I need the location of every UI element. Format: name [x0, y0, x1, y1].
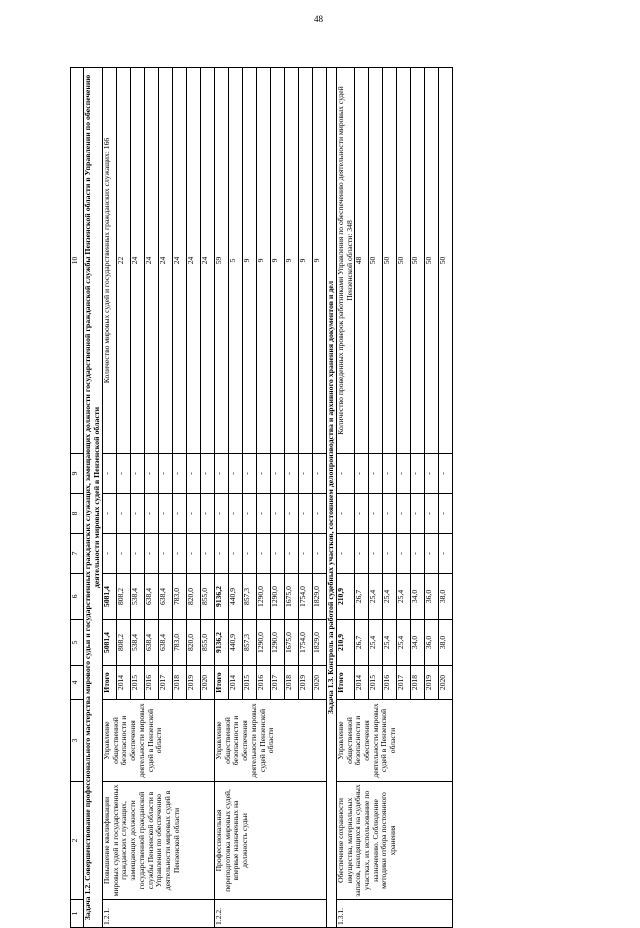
- value-cell: 25,4: [369, 620, 383, 666]
- value-cell: -: [298, 534, 312, 574]
- value-cell: -: [256, 494, 270, 534]
- value-cell: -: [298, 494, 312, 534]
- value-cell: 638,4: [144, 574, 158, 620]
- value-cell: -: [383, 534, 397, 574]
- value-cell: 210,9: [336, 620, 354, 666]
- value-cell: 26,7: [355, 620, 369, 666]
- value-cell: -: [270, 494, 284, 534]
- value-cell: -: [397, 494, 411, 534]
- value-cell: -: [336, 454, 354, 494]
- value-cell: 1829,0: [312, 574, 326, 620]
- col-num: 10: [71, 68, 84, 454]
- year-cell: 2017: [270, 666, 284, 700]
- indicator-cell: 24: [200, 68, 214, 454]
- value-cell: 1675,0: [284, 620, 298, 666]
- program-table: [70, 67, 453, 928]
- value-cell: -: [242, 534, 256, 574]
- table-body: [84, 68, 453, 928]
- value-cell: -: [144, 494, 158, 534]
- year-cell: Итого: [102, 666, 116, 700]
- value-cell: -: [228, 534, 242, 574]
- column-number-row: [71, 68, 84, 928]
- col-num: 1: [71, 900, 84, 928]
- value-cell: 210,9: [336, 574, 354, 620]
- value-cell: -: [130, 494, 144, 534]
- table-row: [336, 68, 354, 928]
- value-cell: -: [439, 534, 453, 574]
- indicator-cell: 5: [228, 68, 242, 454]
- year-cell: 2019: [298, 666, 312, 700]
- row-code: 1.2.1.: [102, 900, 214, 928]
- value-cell: -: [158, 454, 172, 494]
- value-cell: -: [439, 494, 453, 534]
- indicator-cell: 24: [144, 68, 158, 454]
- indicator-cell: 22: [116, 68, 130, 454]
- value-cell: 538,4: [130, 574, 144, 620]
- indicator-cell: 24: [186, 68, 200, 454]
- year-cell: 2019: [425, 666, 439, 700]
- value-cell: 5081,4: [102, 574, 116, 620]
- table-row: [102, 68, 116, 928]
- value-cell: -: [397, 454, 411, 494]
- year-cell: 2018: [411, 666, 425, 700]
- value-cell: 34,0: [411, 620, 425, 666]
- value-cell: 783,0: [172, 620, 186, 666]
- value-cell: -: [172, 454, 186, 494]
- value-cell: 1290,0: [270, 620, 284, 666]
- value-cell: -: [369, 454, 383, 494]
- value-cell: 638,4: [158, 620, 172, 666]
- value-cell: 808,2: [116, 620, 130, 666]
- year-cell: 2020: [439, 666, 453, 700]
- indicator-cell: 59: [214, 68, 228, 454]
- value-cell: -: [411, 454, 425, 494]
- value-cell: 1754,0: [298, 620, 312, 666]
- value-cell: 38,0: [439, 620, 453, 666]
- col-num: 2: [71, 782, 84, 900]
- value-cell: -: [284, 454, 298, 494]
- value-cell: -: [270, 534, 284, 574]
- value-cell: -: [158, 494, 172, 534]
- value-cell: -: [256, 454, 270, 494]
- indicator-cell: 9: [256, 68, 270, 454]
- value-cell: -: [256, 534, 270, 574]
- table-row: [214, 68, 228, 928]
- year-cell: 2018: [172, 666, 186, 700]
- indicator-cell: 50: [397, 68, 411, 454]
- row-name: Обеспечение сохранности имущества, материальных запасов, находящихся на судебных участках, их использование по назначению. Соблюдение методики отбора постоянного хранения: [336, 782, 452, 900]
- value-cell: -: [383, 454, 397, 494]
- row-name: Профессиональная переподготовка мировых судей, впервые назначенных на должность судьи: [214, 782, 326, 900]
- indicator-cell: Количество мировых судей и государственных гражданских служащих: 166: [102, 68, 116, 454]
- indicator-cell: 50: [383, 68, 397, 454]
- value-cell: 36,0: [425, 574, 439, 620]
- year-cell: 2014: [355, 666, 369, 700]
- value-cell: -: [144, 454, 158, 494]
- value-cell: 538,4: [130, 620, 144, 666]
- value-cell: 1754,0: [298, 574, 312, 620]
- value-cell: -: [312, 494, 326, 534]
- year-cell: 2020: [312, 666, 326, 700]
- row-executor: Управление общественной безопасности и обеспечения деятельности мировых судей в Пензенской области: [102, 700, 214, 782]
- indicator-cell: 50: [369, 68, 383, 454]
- value-cell: 857,3: [242, 620, 256, 666]
- col-num: 4: [71, 666, 84, 700]
- year-cell: 2016: [383, 666, 397, 700]
- value-cell: -: [397, 534, 411, 574]
- indicator-cell: 9: [312, 68, 326, 454]
- value-cell: -: [130, 454, 144, 494]
- year-cell: Итого: [214, 666, 228, 700]
- value-cell: -: [355, 454, 369, 494]
- indicator-cell: 50: [411, 68, 425, 454]
- value-cell: -: [298, 454, 312, 494]
- value-cell: 25,4: [397, 574, 411, 620]
- value-cell: 26,7: [355, 574, 369, 620]
- value-cell: -: [270, 454, 284, 494]
- value-cell: -: [411, 534, 425, 574]
- value-cell: -: [425, 534, 439, 574]
- value-cell: 25,4: [369, 574, 383, 620]
- value-cell: 5081,4: [102, 620, 116, 666]
- indicator-cell: 9: [298, 68, 312, 454]
- indicator-cell: 24: [130, 68, 144, 454]
- value-cell: -: [312, 534, 326, 574]
- value-cell: -: [242, 494, 256, 534]
- value-cell: -: [186, 494, 200, 534]
- row-name: Повышение квалификации мировых судей и государственных гражданских служащих, замещающих должности государственной гражданской службы Пензенской области в Управлении по обеспечению деятельности мировых судей в Пензенской области: [102, 782, 214, 900]
- value-cell: -: [102, 454, 116, 494]
- year-cell: 2018: [284, 666, 298, 700]
- value-cell: -: [336, 534, 354, 574]
- year-cell: 2014: [228, 666, 242, 700]
- row-code: 1.3.1.: [336, 900, 452, 928]
- value-cell: 440,9: [228, 620, 242, 666]
- year-cell: 2016: [144, 666, 158, 700]
- year-cell: 2020: [200, 666, 214, 700]
- year-cell: 2016: [256, 666, 270, 700]
- value-cell: 857,3: [242, 574, 256, 620]
- indicator-cell: 9: [270, 68, 284, 454]
- value-cell: -: [411, 494, 425, 534]
- value-cell: 638,4: [144, 620, 158, 666]
- value-cell: -: [228, 454, 242, 494]
- value-cell: 1290,0: [256, 574, 270, 620]
- value-cell: -: [228, 494, 242, 534]
- value-cell: 9136,2: [214, 574, 228, 620]
- value-cell: -: [425, 494, 439, 534]
- value-cell: -: [116, 454, 130, 494]
- value-cell: -: [355, 534, 369, 574]
- year-cell: 2017: [158, 666, 172, 700]
- value-cell: -: [172, 534, 186, 574]
- value-cell: 25,4: [383, 620, 397, 666]
- value-cell: 440,9: [228, 574, 242, 620]
- value-cell: -: [200, 454, 214, 494]
- year-cell: 2015: [242, 666, 256, 700]
- value-cell: -: [214, 534, 228, 574]
- value-cell: -: [439, 454, 453, 494]
- value-cell: -: [158, 534, 172, 574]
- col-num: 9: [71, 454, 84, 494]
- col-num: 8: [71, 494, 84, 534]
- value-cell: 1290,0: [256, 620, 270, 666]
- value-cell: 820,0: [186, 574, 200, 620]
- value-cell: -: [284, 494, 298, 534]
- value-cell: 1829,0: [312, 620, 326, 666]
- year-cell: 2015: [369, 666, 383, 700]
- indicator-cell: 24: [172, 68, 186, 454]
- indicator-cell: 9: [284, 68, 298, 454]
- col-num: 5: [71, 620, 84, 666]
- indicator-cell: 24: [158, 68, 172, 454]
- value-cell: -: [425, 454, 439, 494]
- value-cell: -: [369, 494, 383, 534]
- value-cell: -: [116, 494, 130, 534]
- indicator-cell: Количество проведенных проверок работниками Управления по обеспечению деятельности мировых судей Пензенской области: 348: [336, 68, 354, 454]
- value-cell: -: [336, 494, 354, 534]
- value-cell: -: [130, 534, 144, 574]
- value-cell: -: [116, 534, 130, 574]
- row-code: 1.2.2.: [214, 900, 326, 928]
- value-cell: 783,0: [172, 574, 186, 620]
- value-cell: -: [355, 494, 369, 534]
- year-cell: 2015: [130, 666, 144, 700]
- task-title-row: [84, 68, 103, 928]
- value-cell: -: [102, 534, 116, 574]
- value-cell: -: [172, 494, 186, 534]
- value-cell: -: [186, 454, 200, 494]
- value-cell: -: [200, 494, 214, 534]
- row-executor: Управление общественной безопасности и обеспечения деятельности мировых судей в Пензенской области: [214, 700, 326, 782]
- value-cell: 25,4: [397, 620, 411, 666]
- value-cell: -: [214, 494, 228, 534]
- value-cell: -: [242, 454, 256, 494]
- value-cell: -: [214, 454, 228, 494]
- value-cell: 34,0: [411, 574, 425, 620]
- indicator-cell: 50: [439, 68, 453, 454]
- indicator-cell: 50: [425, 68, 439, 454]
- task-1-2-title: Задача 1.2. Совершенствование профессионального мастерства мирового судьи и государственных гражданских служащих, замещающих должности государственной гражданской службы Пензенской области в Управлении по обеспечению деятельности мировых судей в Пензенской области: [84, 68, 103, 928]
- value-cell: 638,4: [158, 574, 172, 620]
- value-cell: 38,0: [439, 574, 453, 620]
- value-cell: -: [200, 534, 214, 574]
- value-cell: 820,0: [186, 620, 200, 666]
- value-cell: -: [383, 494, 397, 534]
- value-cell: 9136,2: [214, 620, 228, 666]
- value-cell: -: [186, 534, 200, 574]
- value-cell: -: [144, 534, 158, 574]
- value-cell: 25,4: [383, 574, 397, 620]
- col-num: 6: [71, 574, 84, 620]
- task-1-3-title: Задача 1.3. Контроль за работой судебных участков, состоянием делопроизводства и архивного хранения документов и дел: [326, 68, 336, 928]
- col-num: 7: [71, 534, 84, 574]
- indicator-cell: 48: [355, 68, 369, 454]
- value-cell: -: [312, 454, 326, 494]
- year-cell: 2017: [397, 666, 411, 700]
- value-cell: 855,0: [200, 574, 214, 620]
- col-num: 3: [71, 700, 84, 782]
- row-executor: Управление общественной безопасности и обеспечения деятельности мировых судей в Пензенской области: [336, 700, 452, 782]
- value-cell: -: [369, 534, 383, 574]
- year-cell: 2014: [116, 666, 130, 700]
- value-cell: 36,0: [425, 620, 439, 666]
- task-title-row: [326, 68, 336, 928]
- year-cell: 2019: [186, 666, 200, 700]
- rotated-table-stage: [70, 68, 610, 928]
- value-cell: 1290,0: [270, 574, 284, 620]
- value-cell: 808,2: [116, 574, 130, 620]
- value-cell: 855,0: [200, 620, 214, 666]
- value-cell: -: [284, 534, 298, 574]
- value-cell: -: [102, 494, 116, 534]
- page-number: 48: [314, 14, 323, 24]
- year-cell: Итого: [336, 666, 354, 700]
- value-cell: 1675,0: [284, 574, 298, 620]
- indicator-cell: 9: [242, 68, 256, 454]
